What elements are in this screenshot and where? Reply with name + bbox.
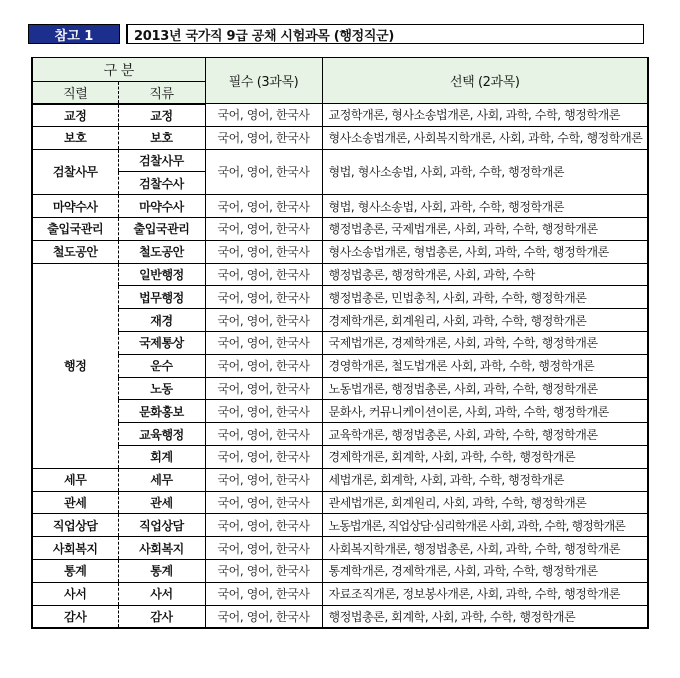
header-required: 필수 (3과목): [205, 58, 322, 104]
required-cell: 국어, 영어, 한국사: [205, 149, 322, 195]
optional-cell: 경제학개론, 회계원리, 사회, 과학, 수학, 행정학개론: [322, 309, 648, 332]
category-cell: 행정: [32, 263, 118, 468]
subcategory-cell: 교정: [118, 104, 205, 127]
required-cell: 국어, 영어, 한국사: [205, 354, 322, 377]
page-title: 2013년 국가직 9급 공채 시험과목 (행정직군): [126, 24, 644, 44]
table-row: [32, 559, 648, 582]
category-cell: 보호: [32, 126, 118, 149]
table-row: [32, 309, 648, 332]
subcategory-cell: 통계: [118, 559, 205, 582]
table-row: [32, 582, 648, 605]
subcategory-cell: 노동: [118, 377, 205, 400]
optional-cell: 교정학개론, 형사소송법개론, 사회, 과학, 수학, 행정학개론: [322, 104, 648, 127]
required-cell: 국어, 영어, 한국사: [205, 263, 322, 286]
required-cell: 국어, 영어, 한국사: [205, 559, 322, 582]
category-cell: 감사: [32, 605, 118, 628]
category-cell: 마약수사: [32, 195, 118, 218]
subcategory-cell: 재경: [118, 309, 205, 332]
header-optional: 선택 (2과목): [322, 58, 648, 104]
table-row: [32, 331, 648, 354]
optional-cell: 행정법총론, 회계학, 사회, 과학, 수학, 행정학개론: [322, 605, 648, 628]
optional-cell: 노동법개론, 직업상담·심리학개론 사회, 과학, 수학, 행정학개론: [322, 514, 648, 537]
table-row: [32, 491, 648, 514]
category-cell: 출입국관리: [32, 217, 118, 240]
reference-badge: 참고 1: [28, 24, 120, 44]
optional-cell: 행정법총론, 민법총칙, 사회, 과학, 수학, 행정학개론: [322, 286, 648, 309]
subcategory-cell: 사서: [118, 582, 205, 605]
optional-cell: 행정법총론, 국제법개론, 사회, 과학, 수학, 행정학개론: [322, 217, 648, 240]
category-cell: 사서: [32, 582, 118, 605]
required-cell: 국어, 영어, 한국사: [205, 331, 322, 354]
header-gubun: 구 분: [32, 58, 205, 82]
subcategory-cell: 교육행정: [118, 423, 205, 446]
required-cell: 국어, 영어, 한국사: [205, 286, 322, 309]
optional-cell: 형법, 형사소송법, 사회, 과학, 수학, 행정학개론: [322, 149, 648, 195]
optional-cell: 교육학개론, 행정법총론, 사회, 과학, 수학, 행정학개론: [322, 423, 648, 446]
table-row: [32, 149, 648, 172]
optional-cell: 세법개론, 회계학, 사회, 과학, 수학, 행정학개론: [322, 468, 648, 491]
table-row: [32, 605, 648, 628]
subcategory-cell: 직업상담: [118, 514, 205, 537]
required-cell: 국어, 영어, 한국사: [205, 445, 322, 468]
subcategory-cell: 사회복지: [118, 537, 205, 560]
required-cell: 국어, 영어, 한국사: [205, 582, 322, 605]
subcategory-cell: 검찰사무: [118, 149, 205, 172]
subcategory-cell: 감사: [118, 605, 205, 628]
required-cell: 국어, 영어, 한국사: [205, 240, 322, 263]
subcategory-cell: 검찰수사: [118, 172, 205, 195]
optional-cell: 형사소송법개론, 형법총론, 사회, 과학, 수학, 행정학개론: [322, 240, 648, 263]
required-cell: 국어, 영어, 한국사: [205, 217, 322, 240]
subcategory-cell: 세무: [118, 468, 205, 491]
table-row: [32, 537, 648, 560]
header-jikryu: 직류: [118, 82, 205, 104]
subcategory-cell: 회계: [118, 445, 205, 468]
table-row: [32, 377, 648, 400]
required-cell: 국어, 영어, 한국사: [205, 537, 322, 560]
optional-cell: 통계학개론, 경제학개론, 사회, 과학, 수학, 행정학개론: [322, 559, 648, 582]
optional-cell: 경제학개론, 회계학, 사회, 과학, 수학, 행정학개론: [322, 445, 648, 468]
required-cell: 국어, 영어, 한국사: [205, 126, 322, 149]
optional-cell: 관세법개론, 회계원리, 사회, 과학, 수학, 행정학개론: [322, 491, 648, 514]
optional-cell: 형법, 형사소송법, 사회, 과학, 수학, 행정학개론: [322, 195, 648, 218]
optional-cell: 국제법개론, 경제학개론, 사회, 과학, 수학, 행정학개론: [322, 331, 648, 354]
subcategory-cell: 출입국관리: [118, 217, 205, 240]
table-row: [32, 445, 648, 468]
table-row: [32, 400, 648, 423]
required-cell: 국어, 영어, 한국사: [205, 309, 322, 332]
table-row: [32, 263, 648, 286]
category-cell: 철도공안: [32, 240, 118, 263]
required-cell: 국어, 영어, 한국사: [205, 423, 322, 446]
category-cell: 직업상담: [32, 514, 118, 537]
table-row: [32, 104, 648, 127]
table-row: [32, 514, 648, 537]
required-cell: 국어, 영어, 한국사: [205, 195, 322, 218]
required-cell: 국어, 영어, 한국사: [205, 514, 322, 537]
required-cell: 국어, 영어, 한국사: [205, 491, 322, 514]
optional-cell: 경영학개론, 철도법개론 사회, 과학, 수학, 행정학개론: [322, 354, 648, 377]
exam-subjects-table: [31, 57, 649, 629]
required-cell: 국어, 영어, 한국사: [205, 377, 322, 400]
optional-cell: 행정법총론, 행정학개론, 사회, 과학, 수학: [322, 263, 648, 286]
optional-cell: 노동법개론, 행정법총론, 사회, 과학, 수학, 행정학개론: [322, 377, 648, 400]
table-row: [32, 354, 648, 377]
subcategory-cell: 국제통상: [118, 331, 205, 354]
table-row: [32, 240, 648, 263]
category-cell: 관세: [32, 491, 118, 514]
category-cell: 통계: [32, 559, 118, 582]
table-row: [32, 217, 648, 240]
required-cell: 국어, 영어, 한국사: [205, 605, 322, 628]
subcategory-cell: 법무행정: [118, 286, 205, 309]
title-row: [28, 24, 644, 44]
subcategory-cell: 관세: [118, 491, 205, 514]
table-row: [32, 195, 648, 218]
required-cell: 국어, 영어, 한국사: [205, 104, 322, 127]
category-cell: 세무: [32, 468, 118, 491]
table-row: [32, 286, 648, 309]
optional-cell: 문화사, 커뮤니케이션이론, 사회, 과학, 수학, 행정학개론: [322, 400, 648, 423]
optional-cell: 자료조직개론, 정보봉사개론, 사회, 과학, 수학, 행정학개론: [322, 582, 648, 605]
required-cell: 국어, 영어, 한국사: [205, 468, 322, 491]
table-row: [32, 423, 648, 446]
subcategory-cell: 일반행정: [118, 263, 205, 286]
category-cell: 교정: [32, 104, 118, 127]
subcategory-cell: 운수: [118, 354, 205, 377]
optional-cell: 사회복지학개론, 행정법총론, 사회, 과학, 수학, 행정학개론: [322, 537, 648, 560]
table-row: [32, 468, 648, 491]
required-cell: 국어, 영어, 한국사: [205, 400, 322, 423]
header-jikryeol: 직렬: [32, 82, 118, 104]
category-cell: 검찰사무: [32, 149, 118, 195]
subcategory-cell: 문화홍보: [118, 400, 205, 423]
category-cell: 사회복지: [32, 537, 118, 560]
subcategory-cell: 철도공안: [118, 240, 205, 263]
optional-cell: 형사소송법개론, 사회복지학개론, 사회, 과학, 수학, 행정학개론: [322, 126, 648, 149]
table-row: [32, 126, 648, 149]
subcategory-cell: 마약수사: [118, 195, 205, 218]
subcategory-cell: 보호: [118, 126, 205, 149]
